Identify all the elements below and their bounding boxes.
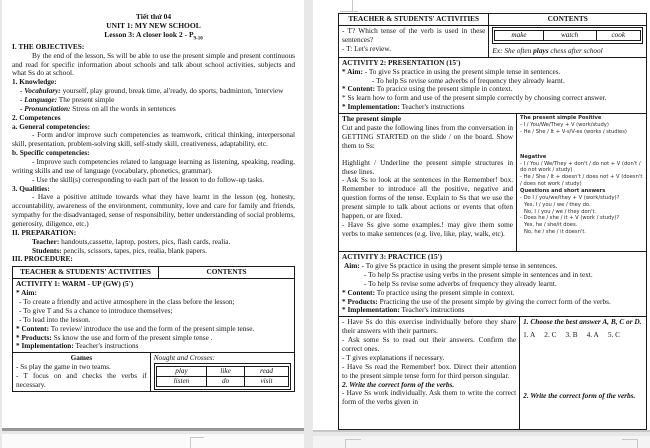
activity1-aim-2: - To give T and Ss a chance to introduce themselves; — [19, 305, 173, 315]
practice-activities-cell — [339, 317, 520, 429]
remember-positive-line-2: - He / She / It + V-s/V-es (works / studies) — [520, 128, 627, 135]
margin-mark — [190, 437, 191, 448]
noughts-caption: Nought and Crosses: — [153, 353, 216, 363]
task2-title-left: 2. Write the correct form of the verbs. — [342, 379, 455, 389]
answer-5: 5. C — [607, 330, 620, 340]
activity2-content-line: * Content: To pracice using the present simple in context. — [342, 84, 513, 94]
period-number: Tiết thứ 04 — [135, 12, 172, 21]
remember-q-line-5: Yes, he / she/it does. — [524, 222, 578, 229]
verb-cell: watch — [543, 30, 596, 40]
activity3-row — [339, 251, 646, 316]
games-line-2: - T focus on and checks the verbs if necessary. — [16, 371, 147, 389]
remember-q-line-4: - Does he / she / it + V (work / study)? — [520, 215, 620, 222]
teacher-preparation-line: Teacher: handouts,cassette, laptop, posters, pics, flash cards, realia. — [32, 236, 231, 246]
activity1-aim-3: - To lead into the lesson. — [19, 314, 91, 324]
review-questions-cell — [339, 26, 489, 57]
remember-q-line-2: Yes, I / you / we / they do. — [524, 201, 591, 208]
answer-1: 1. A — [523, 330, 536, 340]
practice-line-2: - Ask some Ss to read out their answers. Confirm the correct ones. — [342, 335, 517, 354]
activities-column-header: TEACHER & STUDENTS' ACTIVITIES — [13, 267, 159, 278]
activity1-aim-label: * Aim: — [16, 288, 37, 298]
objectives-heading: I. THE OBJECTIVES: — [12, 41, 85, 51]
present-simple-title: The present simple — [342, 114, 402, 124]
games-cell — [13, 353, 151, 391]
noughts-grid — [154, 363, 291, 390]
remember-q-line-3: No, I / you / we / they don't. — [524, 208, 597, 215]
margin-mark — [637, 439, 638, 448]
general-competencies-paragraph: - Form and/or improve such competencies as teamwork, critical thinking, interpersonal skill, presentation, problem-solving skill, self-study skill, creativeness, adaptability, etc. — [12, 130, 295, 149]
noughts-cell: play — [156, 367, 207, 377]
remember-negative-line-1: - I / You / We/They + don't / do not + V (don't / do not work / study) — [520, 160, 641, 174]
margin-mark — [622, 439, 638, 440]
activity1-row — [13, 278, 294, 352]
table-header-row — [339, 14, 646, 25]
objectives-paragraph: By the end of the lesson, Ss will be able to use the present simple and present continuous and read for specific information about schools and talk about school activities, subjects and what Ss do at school. — [12, 50, 295, 78]
preparation-heading: II. PREPARATION: — [12, 227, 77, 237]
noughts-cell: like — [207, 367, 245, 377]
qualities-paragraph: - Have a positive attitude towards what they have learnt in the lesson (eg. honesty, accountability, awareness of the environment, community, love and care for family and friends, sympathy for the disadvantaged, sense of responsibility, better understanding of social problems, generosity, diligence, etc.) — [12, 192, 295, 228]
activity1-content-line: * Content: To review/ introduce the use and the form of the present simple tense. — [16, 323, 255, 333]
activity1-implementation-line: * Implementation: Teacher's instructions — [16, 341, 139, 351]
specific-competencies-paragraph-1: - Improve such competencies related to language learning as listening, speaking, reading, writing skills and use of language (vocabulary, phonetics, grammar). — [12, 156, 295, 175]
procedure-table-page-1 — [12, 266, 295, 392]
remember-negative-line-2: - He / She / It + doesn't / does not + V (doesn't / does not work / study) — [520, 174, 643, 188]
students-preparation-line: Students: pencils, scissors, tapes, pics, realia, blank papers. — [32, 245, 207, 255]
noughts-cell: visit — [244, 377, 288, 387]
review-row — [339, 25, 646, 57]
answer-2: 2. C — [544, 330, 557, 340]
table-header-row — [13, 267, 294, 278]
general-competencies-heading: a. General competencies: — [12, 121, 91, 131]
practice-line-1: - Have Ss do this exercise individually before they share their answers with their partners. — [342, 317, 517, 336]
activity3-aim-3: - To help Ss revise some adverbs of frequency they already learnt. — [364, 278, 557, 288]
page-ref-subscript: 9-10 — [193, 36, 203, 42]
task1-title: 1. Choose the best answer A, B, C or D. — [523, 317, 642, 327]
vocabulary-line: - Vocabulary: yourself, play ground, break time, al'ready, do sports, badminton, 'interview — [20, 86, 284, 96]
practice-line-3: - T gives explanations if necessary. — [342, 352, 445, 362]
margin-mark — [340, 11, 358, 12]
activity2-title: ACTIVITY 2: PRESENTATION (15') — [342, 57, 461, 67]
answer-key — [523, 331, 643, 340]
remember-positive-line-1: - I / You/We/They + V (work/study) — [520, 121, 609, 128]
noughts-cell: read — [244, 367, 288, 377]
activity3-aim-2: - To help Ss practise using verbs in the present simple in sentences and in text. — [364, 269, 593, 279]
activity1-title: ACTIVITY 1: WARM - UP (GW) (5') — [16, 279, 134, 289]
present-simple-para-2: Highlight / Underline the present simple structures in these lines. — [342, 157, 514, 176]
activities-column-header: TEACHER & STUDENTS' ACTIVITIES — [339, 14, 489, 25]
next-page-right-top — [313, 436, 650, 448]
practice-row — [339, 316, 646, 429]
lesson-plan-page-2 — [313, 0, 650, 431]
margin-mark — [352, 0, 353, 11]
answer-3: 3. B — [565, 330, 578, 340]
competences-heading: 2. Competences — [12, 112, 61, 122]
present-simple-teaching-cell — [339, 114, 517, 251]
qualities-heading: 3. Qualities: — [12, 183, 50, 193]
next-page-left-top — [2, 434, 304, 448]
procedure-table-page-2 — [338, 13, 647, 430]
margin-mark — [345, 439, 361, 440]
procedure-heading: III. PROCEDURE: — [12, 254, 73, 264]
remember-q-line-1: - Do I / you/we/they + V (work/study)? — [520, 194, 620, 201]
activity2-aim-2: - To help Ss revise some adverbs of frequency they already learnt. — [372, 75, 565, 85]
activity2-ss-line: * Ss learn how to form and use of the present simple correctly by choosing correct answer. — [342, 93, 607, 103]
lesson-title-block — [12, 12, 295, 43]
unit-title: UNIT 1: MY NEW SCHOOL — [106, 21, 201, 31]
page2-bottom-edge — [313, 430, 650, 432]
activity3-implementation-line: * Implementation: Teacher's instructions — [342, 305, 465, 315]
task2-instructions: - Have Ss work individually. Ask them to write the correct form of the verbs given in — [342, 388, 517, 407]
task2-title-right: 2. Write the correct form of the verbs. — [523, 391, 636, 401]
activity2-implementation-line: * Implementation: Teacher's instructions — [342, 102, 465, 112]
practice-line-4: - Have Ss read the Remember! box. Direct their attention to the present simple tense form for third person singular. — [342, 361, 517, 380]
games-row — [13, 352, 294, 391]
games-line-1: - Ss play the game in two teams. — [16, 362, 111, 372]
knowledge-heading: 1. Knowledge: — [12, 77, 57, 87]
noughts-cell: listen — [156, 377, 207, 387]
activity3-block — [339, 252, 646, 316]
remember-box — [517, 114, 646, 251]
remember-positive-heading: The present simple Positive — [520, 115, 602, 122]
pronunciation-line: - Pronunciation: Stress on all the words in sentences — [20, 103, 176, 113]
activity1-aim-1: - To create a friendly and active atmosphere in the class before the lesson; — [19, 296, 235, 306]
answer-4: 4. A — [586, 330, 599, 340]
example-sentence: Ex: She often plays chess after school — [492, 45, 603, 55]
verb-cell: cook — [596, 30, 640, 40]
lesson-subtitle: Lesson 3: A closer look $2 - P_{9-10}$ — [104, 30, 203, 42]
noughts-crosses-cell — [151, 353, 294, 391]
review-line-2: - T: Let's review. — [342, 43, 391, 53]
language-line: - Language: The present simple — [20, 94, 115, 104]
activity2-block — [339, 58, 646, 113]
activity3-aim-1: Aim: - To give Ss practice in using the present simple tense in sentences. — [344, 261, 558, 271]
activity1-block — [13, 279, 294, 352]
remember-negative-heading: Negative — [520, 153, 547, 160]
activity1-products-line: * Products: Ss know the use and form of the present simple tense . — [16, 332, 213, 342]
review-line-1: - T? Which tense of the verb is used in these sentences? — [342, 25, 486, 44]
margin-mark — [190, 437, 204, 438]
lesson-plan-page-1 — [2, 0, 304, 429]
contents-column-header: CONTENTS — [547, 14, 588, 23]
verb-cell: make — [495, 30, 543, 40]
present-simple-para-4: - Have Ss give some examples.! may give them some verbs to make sentences (e.g. live, like, play, walk, etc). — [342, 219, 514, 238]
activity3-products-line: * Products: Practicing the use of the present simple by giving the correct form of the verbs. — [342, 296, 611, 306]
activity3-title: ACTIVITY 3: PRACTICE (15') — [342, 252, 443, 262]
activity3-content-line: * Content: To practice using the present simple in context. — [342, 287, 515, 297]
contents-column-header: CONTENTS — [206, 267, 247, 277]
specific-competencies-paragraph-2: - Use the skill(s) corresponding to each part of the lesson to do follow-up tasks. — [32, 174, 265, 184]
activity2-row — [339, 57, 646, 113]
present-simple-row — [339, 113, 646, 251]
activity2-aim-1: * Aim: - To give Ss practice in using the present simple tense in sentences. — [342, 66, 561, 76]
noughts-cell: do — [207, 377, 245, 387]
present-simple-para-1: Cut and paste the following lines from the conversation in GETTING STARTED on the slide / on the board. Show them to Ss: — [342, 123, 514, 150]
page1-bottom-edge — [2, 428, 304, 431]
present-simple-para-3: - Ask Ss to look at the sentences in the Remember! box. Remember to introduce all the positive, negative and question forms of the tense. Explain to Ss that we use the present simple to talk about actions or events that often happen, or are fixed. — [342, 175, 514, 221]
verbs-grid — [492, 27, 643, 44]
specific-competencies-heading: b. Specific competencies: — [12, 148, 90, 158]
remember-q-line-6: No, he / she / it doesn't. — [524, 229, 587, 236]
practice-contents-cell — [520, 317, 646, 429]
margin-mark — [345, 439, 346, 448]
review-contents-cell — [489, 26, 646, 57]
games-title: Games — [70, 353, 93, 363]
remember-questions-heading: Questions and short answers — [520, 188, 606, 194]
